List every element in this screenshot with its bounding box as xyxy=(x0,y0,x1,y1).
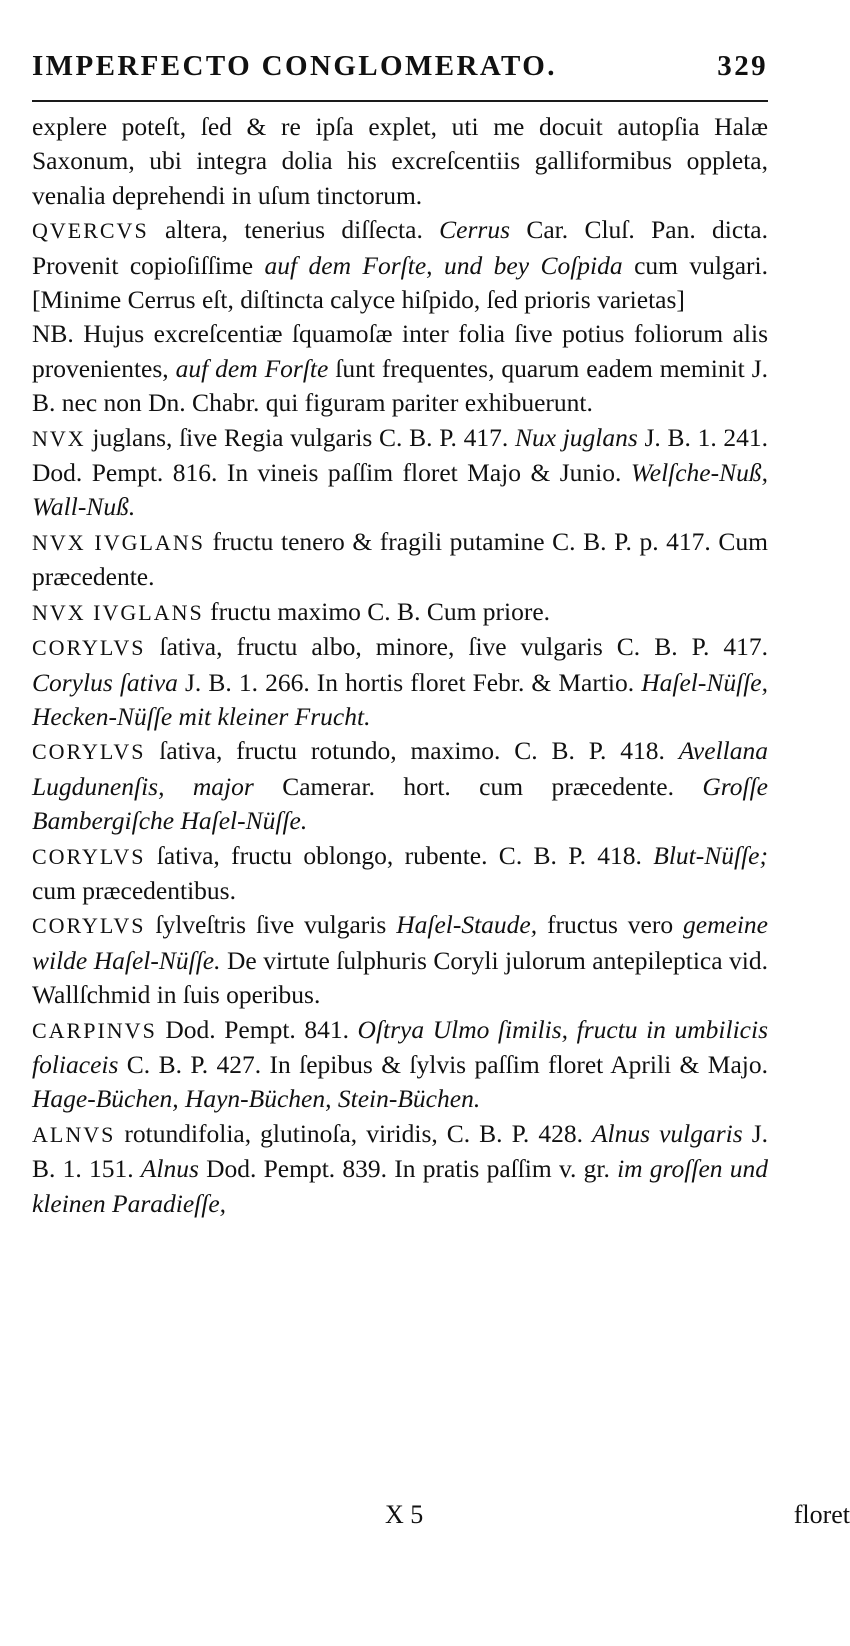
paragraph xyxy=(32,213,768,317)
italic-text: auf dem Forſte, und bey Coſpida xyxy=(264,250,623,280)
signature-mark: X 5 xyxy=(385,1500,424,1529)
text-run: C. B. P. 427. In ſepibus & ſylvis paſſim floret Aprili & Majo. xyxy=(118,1049,768,1079)
italic-text: im groſſen und kleinen Paradieſſe, xyxy=(32,1154,768,1218)
text-run: explere poteſt, ſed & re ipſa explet, uti me docuit autopſia Halæ Saxonum, ubi integra dolia his excreſcentiis galliformibus oppleta, venalia deprehendi in uſum tinctorum. xyxy=(32,112,768,210)
text-run: ſativa, fructu albo, minore, ſive vulgaris C. B. P. 417. xyxy=(145,632,768,662)
small-caps-term: QVERCVS xyxy=(32,218,149,244)
book-page xyxy=(32,50,768,1221)
italic-text: Welſche-Nuß, Wall-Nuß. xyxy=(32,458,768,522)
small-caps-term: ALNVS xyxy=(32,1121,116,1147)
page-number: 329 xyxy=(717,50,768,82)
running-title: IMPERFECTO CONGLOMERATO. xyxy=(32,50,557,82)
catchword: floret xyxy=(793,1500,850,1529)
text-run: rotundifolia, glutinoſa, viridis, C. B. P. 428. xyxy=(115,1118,592,1148)
running-header xyxy=(32,50,768,94)
small-caps-term: CORYLVS xyxy=(32,739,146,765)
text-run: juglans, ſive Regia vulgaris C. B. P. 417. xyxy=(85,422,515,452)
text-run: ſylveſtris ſive vulgaris xyxy=(145,910,397,940)
text-run: Dod. Pempt. 839. In pratis paſſim v. gr. xyxy=(198,1154,618,1184)
italic-text: Haſel-Staude, xyxy=(396,910,538,940)
paragraph xyxy=(32,595,768,630)
paragraph xyxy=(32,908,768,1012)
paragraph xyxy=(32,110,768,213)
paragraph xyxy=(32,630,768,734)
small-caps-term: CORYLVS xyxy=(32,635,146,661)
italic-text: Blut-Nüſſe; xyxy=(653,840,768,870)
paragraph xyxy=(32,1013,768,1117)
paragraph xyxy=(32,1117,768,1221)
text-run: ſativa, fructu oblongo, rubente. C. B. P. 418. xyxy=(145,840,654,870)
italic-text: Alnus vulgaris xyxy=(591,1118,743,1148)
paragraph xyxy=(32,839,768,909)
text-run: NB. Hujus excreſcentiæ ſquamoſæ inter folia ſive potius foliorum alis provenientes, xyxy=(32,319,768,383)
small-caps-term: NVX xyxy=(32,425,86,451)
italic-text: Oſtrya Ulmo ſimilis, fructu in umbilicis foliaceis xyxy=(32,1014,768,1079)
italic-text: Cerrus xyxy=(439,215,511,245)
small-caps-term: CORYLVS xyxy=(32,843,146,869)
italic-text: Groſſe Bambergiſche Haſel-Nüſſe. xyxy=(32,771,768,836)
italic-text: Hage-Büchen, Hayn-Büchen, Stein-Büchen. xyxy=(32,1084,481,1114)
italic-text: Alnus xyxy=(140,1154,199,1184)
paragraph xyxy=(32,317,768,420)
paragraph xyxy=(32,734,768,838)
small-caps-term: NVX IVGLANS xyxy=(32,599,204,625)
italic-text: Corylus ſativa xyxy=(32,667,178,697)
text-run: ſativa, fructu rotundo, maximo. C. B. P. 418. xyxy=(145,736,679,766)
italic-text: Avellana Lugdunenſis, major xyxy=(32,736,768,801)
small-caps-term: CORYLVS xyxy=(32,913,146,939)
text-run: J. B. 1. 151. xyxy=(32,1118,769,1184)
small-caps-term: CARPINVS xyxy=(32,1017,157,1043)
text-run: J. B. 1. 266. In hortis floret Febr. & Martio. xyxy=(177,667,642,697)
text-run: De virtute ſulphuris Coryli julorum antepileptica vid. Wallſchmid in ſuis operibus. xyxy=(32,945,768,1010)
text-run: cum vulgari. [Minime Cerrus eſt, diſtincta calyce hiſpido, ſed prioris varietas] xyxy=(32,250,769,315)
paragraph xyxy=(32,525,768,595)
text-run: ſunt frequentes, quarum eadem meminit J. B. nec non Dn. Chabr. qui figuram pariter exhibuerunt. xyxy=(32,353,769,418)
body-text xyxy=(32,110,768,1221)
text-run: altera, tenerius diſſecta. xyxy=(148,215,440,245)
text-run: Car. Cluſ. Pan. dicta. Provenit copioſiſſime xyxy=(32,215,768,280)
text-run: fructu tenero & fragili putamine C. B. P. p. 417. Cum præcedente. xyxy=(32,526,768,592)
italic-text: gemeine wilde Haſel-Nüſſe. xyxy=(32,910,768,975)
italic-text: Haſel-Nüſſe, Hecken-Nüſſe mit kleiner Frucht. xyxy=(32,667,768,731)
text-run: J. B. 1. 241. Dod. Pempt. 816. In vineis paſſim floret Majo & Junio. xyxy=(32,422,769,488)
header-rule xyxy=(32,100,768,102)
text-run: fructus vero xyxy=(537,910,684,940)
italic-text: Nux juglans xyxy=(514,422,638,452)
text-run: fructu maximo C. B. Cum priore. xyxy=(203,596,551,626)
text-run: cum præcedentibus. xyxy=(32,875,236,905)
paragraph xyxy=(32,421,768,525)
italic-text: auf dem Forſte xyxy=(175,353,329,383)
text-run: Camerar. hort. cum præcedente. xyxy=(253,771,703,801)
text-run: Dod. Pempt. 841. xyxy=(156,1014,358,1044)
small-caps-term: NVX IVGLANS xyxy=(32,529,205,555)
